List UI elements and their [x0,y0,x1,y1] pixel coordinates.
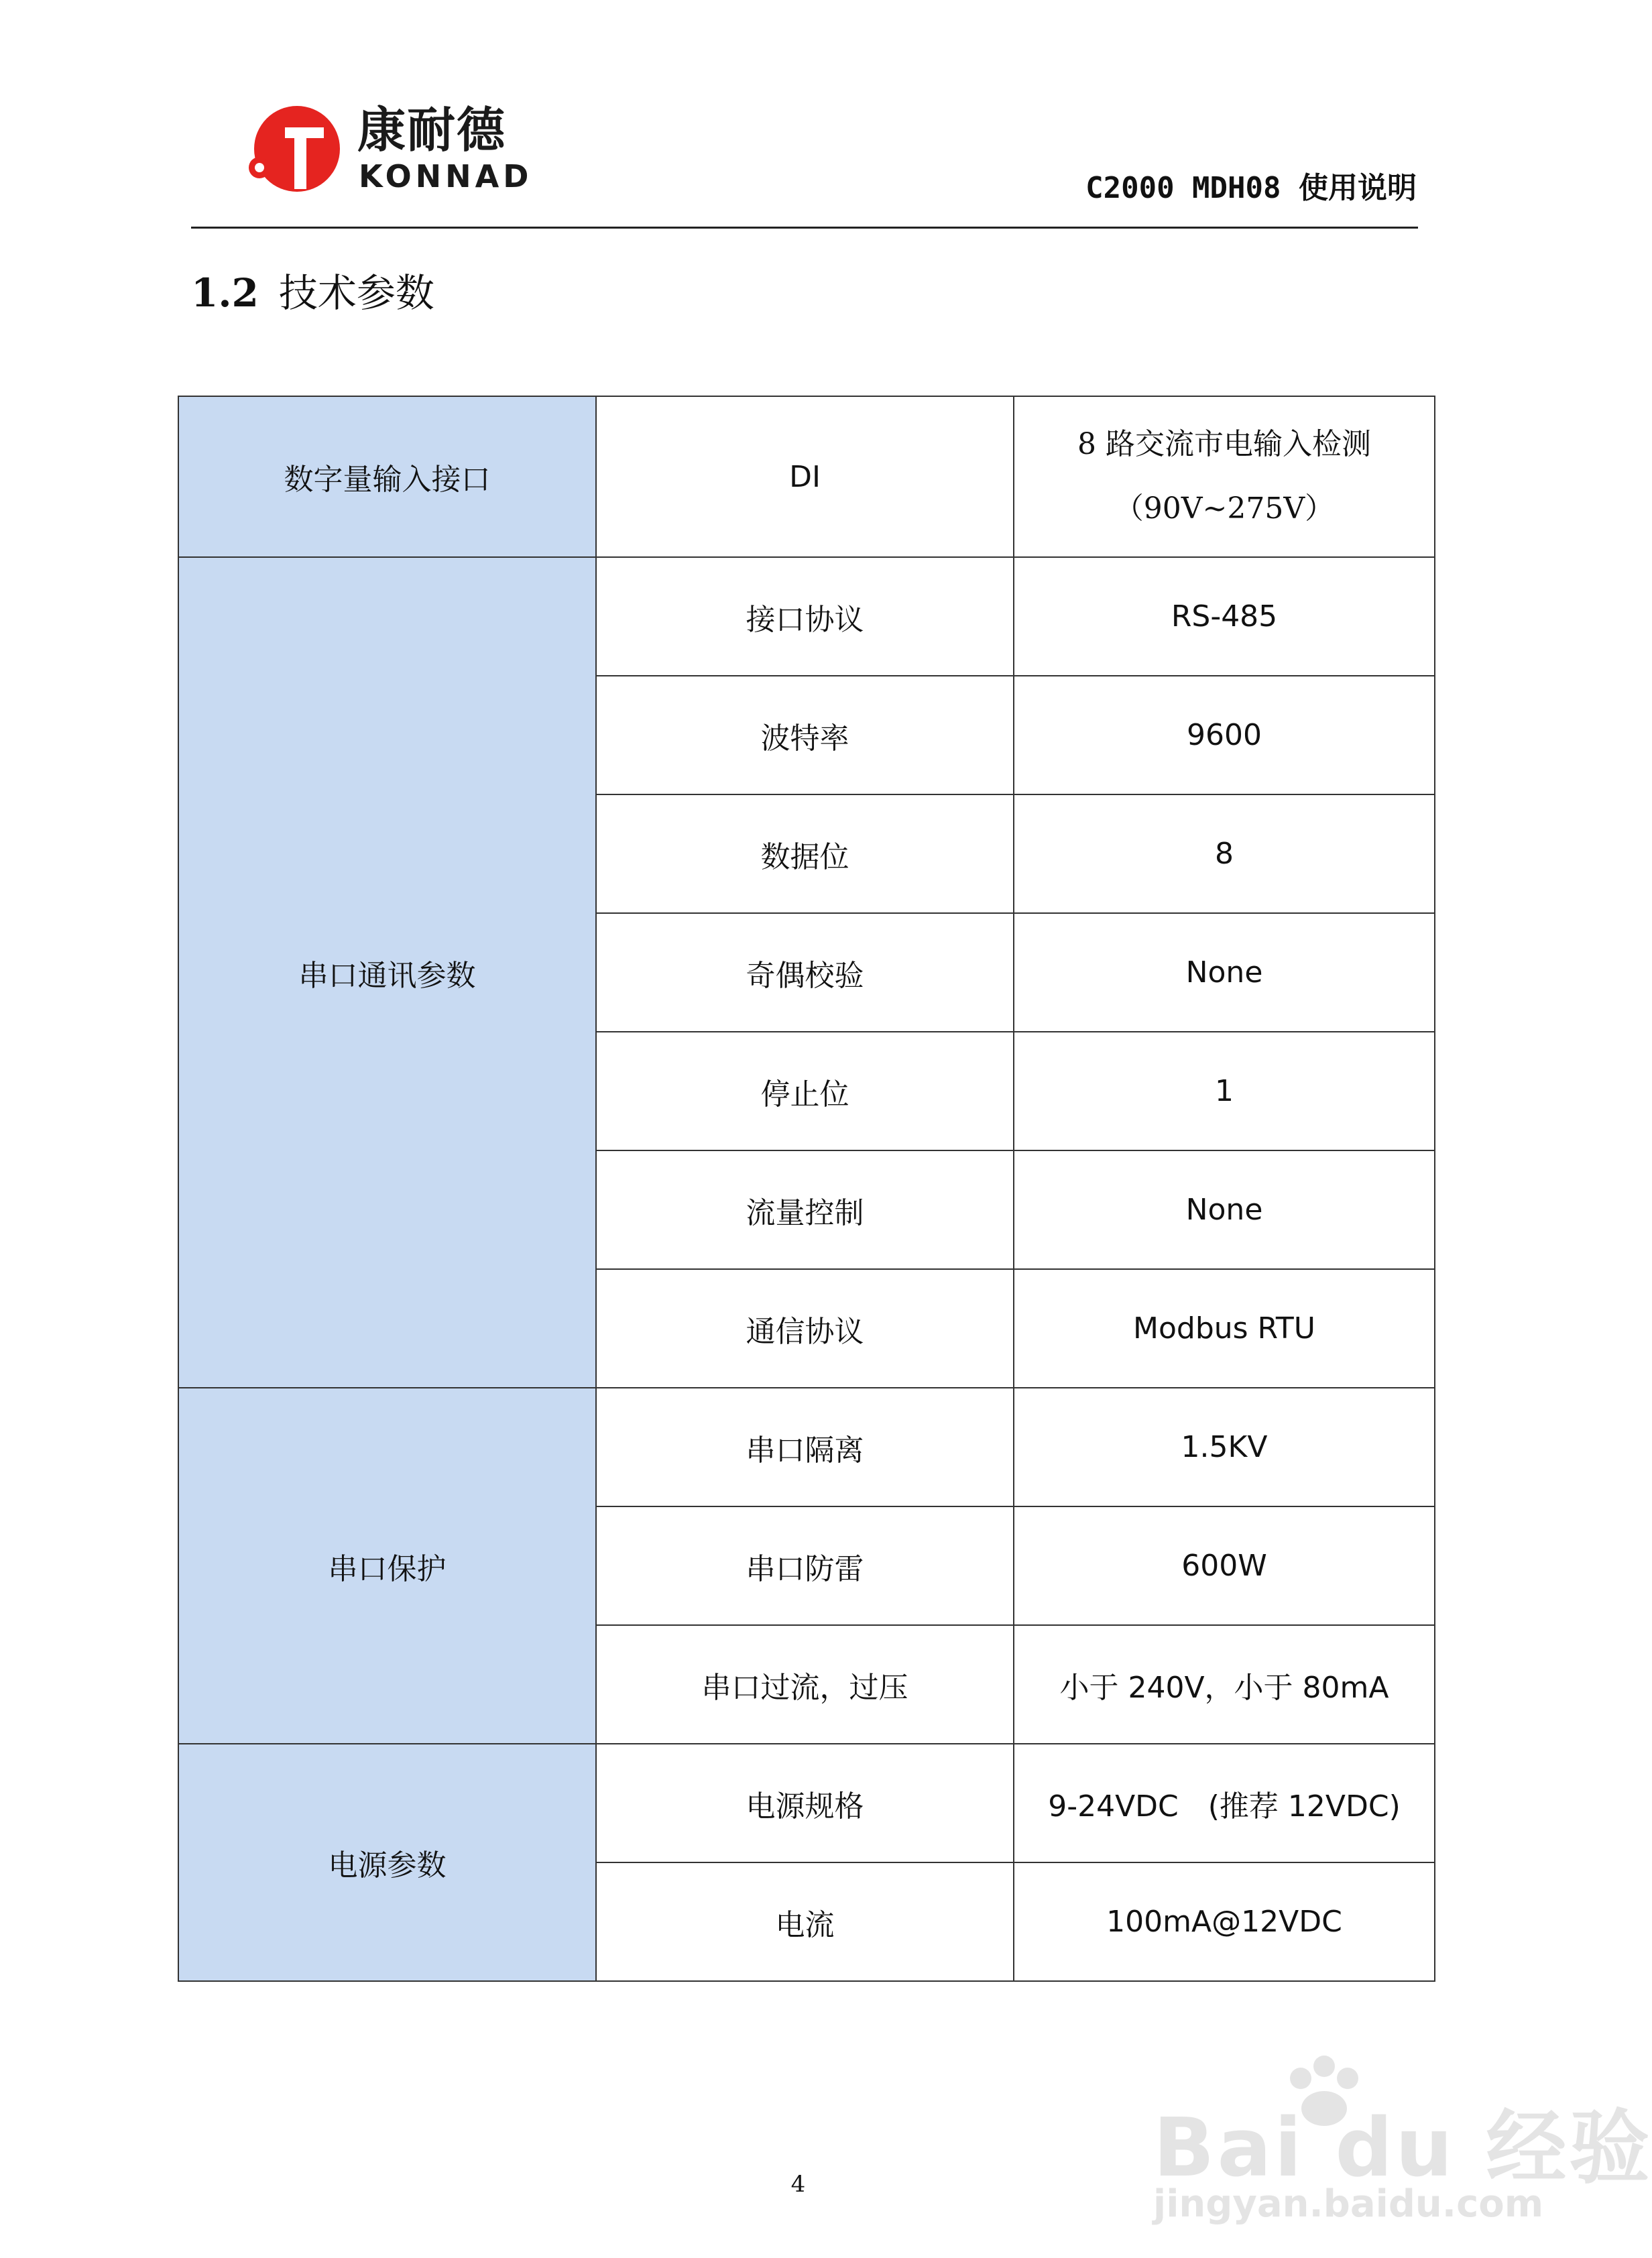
spec-table [178,396,1435,1982]
value-cell: 9-24VDC (推荐 12VDC) [1014,1744,1435,1862]
page-number: 4 [790,2171,806,2198]
value-line: （90V~275V） [1114,491,1335,526]
watermark-brand: Bai du 经验 [1153,2102,1652,2195]
value-cell: None [1014,1150,1435,1269]
table-row [178,557,1435,676]
value-cell: 小于 240V，小于 80mA [1014,1625,1435,1744]
value-line: 8 路交流市电输入检测 [1077,427,1371,461]
value-cell [1014,396,1435,557]
konnad-logo-icon [245,101,345,201]
value-cell: 600W [1014,1506,1435,1625]
watermark-url: jingyan.baidu.com [1153,2182,1544,2226]
param-cell: 串口过流，过压 [596,1625,1014,1744]
section-title: 技术参数 [278,270,434,316]
param-cell: 流量控制 [596,1150,1014,1269]
value-cell: None [1014,913,1435,1032]
document-title: C2000 MDH08 使用说明 [1085,171,1417,205]
group-cell-power: 电源参数 [178,1744,596,1981]
table-row [178,1388,1435,1506]
logo-chinese-name: 康耐德 [357,102,507,158]
logo-english-name: KONNAD [359,158,533,194]
param-cell: 接口协议 [596,557,1014,676]
value-cell: 1.5KV [1014,1388,1435,1506]
param-cell: 电流 [596,1862,1014,1981]
value-cell: 1 [1014,1032,1435,1150]
param-cell: 通信协议 [596,1269,1014,1388]
table-row [178,396,1435,557]
param-cell: 数据位 [596,794,1014,913]
company-logo [245,101,533,201]
param-cell: 波特率 [596,676,1014,794]
value-cell: 8 [1014,794,1435,913]
section-heading [191,261,434,318]
param-cell: 电源规格 [596,1744,1014,1862]
value-cell: Modbus RTU [1014,1269,1435,1388]
param-cell: 串口防雷 [596,1506,1014,1625]
header-divider [191,227,1418,229]
baidu-watermark [1140,2052,1652,2233]
group-cell-serial: 串口通讯参数 [178,557,596,1388]
param-cell: DI [596,396,1014,557]
value-cell: 9600 [1014,676,1435,794]
param-cell: 奇偶校验 [596,913,1014,1032]
section-number: 1.2 [191,270,259,316]
value-cell: RS-485 [1014,557,1435,676]
group-cell-di: 数字量输入接口 [178,396,596,557]
table-row [178,1744,1435,1862]
value-cell: 100mA@12VDC [1014,1862,1435,1981]
param-cell: 停止位 [596,1032,1014,1150]
group-cell-protection: 串口保护 [178,1388,596,1744]
param-cell: 串口隔离 [596,1388,1014,1506]
